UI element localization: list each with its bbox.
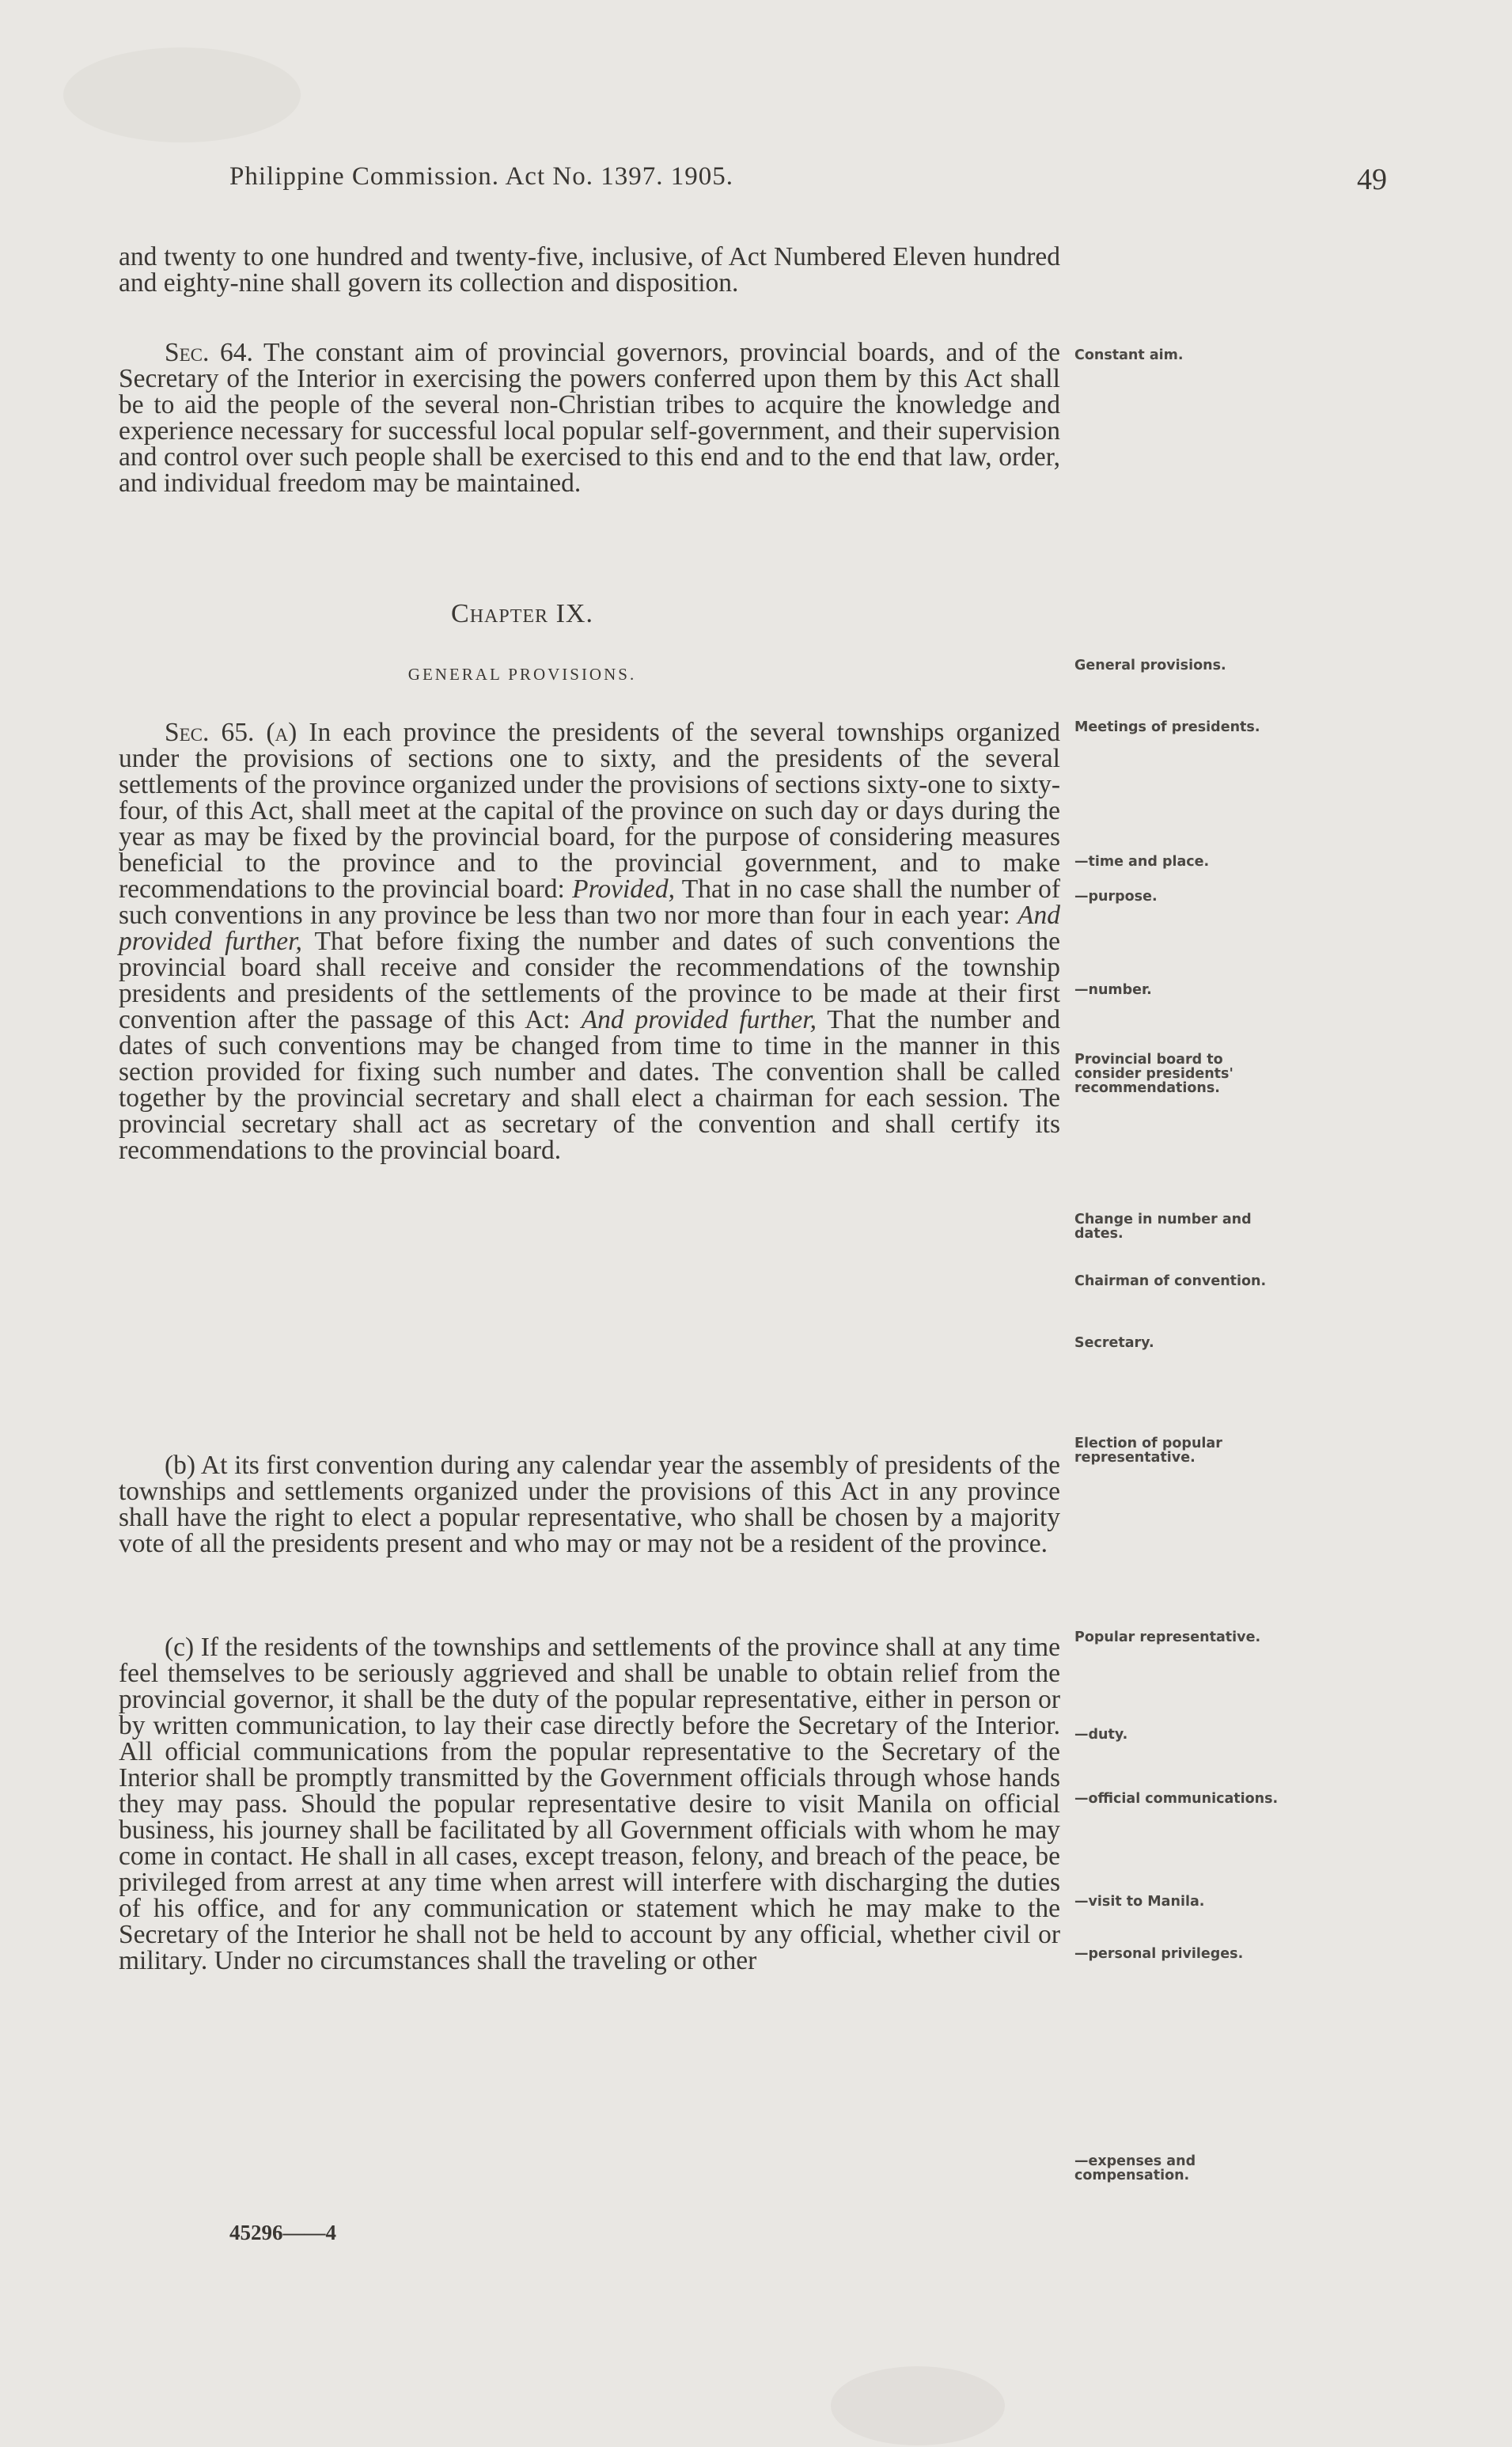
margin-note-time-place: —time and place. [1074, 854, 1210, 870]
margin-note-visit-manila: —visit to Manila. [1074, 1894, 1205, 1910]
margin-note-meetings: Meetings of presidents. [1074, 719, 1260, 735]
paper-stain [831, 2366, 1005, 2445]
margin-note-expenses: —expenses and compensation. [1074, 2153, 1196, 2183]
continuation-paragraph: and twenty to one hundred and twenty-five, inclusive, of Act Numbered Eleven hundred and eighty-nine shall govern its collection and disposition. [119, 242, 1060, 298]
margin-note-official-comm: —official communications. [1074, 1791, 1279, 1807]
margin-note-purpose: —purpose. [1074, 889, 1158, 905]
running-header: Philippine Commission. Act No. 1397. 1905. [229, 162, 733, 191]
margin-note-number: —number. [1074, 982, 1152, 998]
paper-stain [63, 47, 301, 142]
margin-note-board-consider: Provincial board to consider presidents' recommendations. [1074, 1052, 1233, 1096]
chapter-heading: Chapter IX. [451, 599, 593, 628]
margin-note-general-provisions: General provisions. [1074, 658, 1226, 673]
section-heading: GENERAL PROVISIONS. [407, 665, 637, 684]
section-65b: (b) At its first convention during any calendar year the assembly of presidents of the townships and settlements organized under the provisions of this Act in any province shall have the right to elect a popular representative, who shall be chosen by a majority vote of all the presidents present and who may or may not be a resident of the province. [119, 1451, 1061, 1558]
margin-note-chairman: Chairman of convention. [1074, 1273, 1267, 1289]
section-65a: Sec. 65. (a) In each province the presidents of the several townships organized under the provisions of sections one to sixty, and the presidents of the several settlements of the province organized under the provisions of sections sixty-one to sixty-four, of this Act, shall meet at the capital of the province on such day or days during the year as may be fixed by the provincial board, for the purpose of considering measures beneficial to the province and to the provincial government, and to make recommendations to the provincial board: Provided, That in no case shall the number of such conventions in any province be less than two nor more than four in each year: And provided further, That before fixing the number and dates of such conventions the provincial board shall receive and consider the recommendations of the township presidents and presidents of the settlements of the province to be made at their first convention after the passage of this Act: And provided further, That the number and dates of such conventions may be changed from time to time in the manner in this section provided for fixing such number and dates. The convention shall be called together by the provincial secretary and shall elect a chairman for each session. The provincial secretary shall act as secretary of the convention and shall certify its recommendations to the provincial board. [119, 718, 1061, 1165]
section-65c: (c) If the residents of the townships and settlements of the province shall at any time feel themselves to be seriously aggrieved and shall be unable to obtain relief from the provincial governor, it shall be the duty of the popular representative, either in person or by written communication, to lay their case directly before the Secretary of the Interior. All official communications from the popular representative to the Secretary of the Interior shall be promptly transmitted by the Government officials through whose hands they may pass. Should the popular representative desire to visit Manila on official business, his journey shall be facilitated by all Government officials with whom he may come in contact. He shall in all cases, except treason, felony, and breach of the peace, be privileged from arrest at any time when arrest will interfere with discharging the duties of his office, and for any communication or statement which he may make to the Secretary of the Interior he shall not be held to account by any official, whether civil or military. Under no circumstances shall the traveling or other [119, 1633, 1061, 1975]
margin-note-personal-priv: —personal privileges. [1074, 1946, 1244, 1962]
page-number: 49 [1357, 163, 1387, 196]
margin-note-secretary: Secretary. [1074, 1335, 1154, 1351]
margin-note-constant-aim: Constant aim. [1074, 347, 1184, 363]
section-64: Sec. 64. The constant aim of provincial governors, provincial boards, and of the Secretary of the Interior in exercising the powers conferred upon them by this Act shall be to aid the people of the several non-Christian tribes to acquire the knowledge and experience necessary for successful local popular self-government, and their supervision and control over such people shall be exercised to this end and to the end that law, order, and individual freedom may be maintained. [119, 338, 1060, 498]
margin-note-election: Election of popular representative. [1074, 1436, 1222, 1466]
margin-note-popular-rep: Popular representative. [1074, 1629, 1261, 1645]
printer-signature: 45296——4 [229, 2221, 336, 2244]
margin-note-duty: —duty. [1074, 1727, 1128, 1743]
margin-note-change-number: Change in number and dates. [1074, 1212, 1252, 1242]
